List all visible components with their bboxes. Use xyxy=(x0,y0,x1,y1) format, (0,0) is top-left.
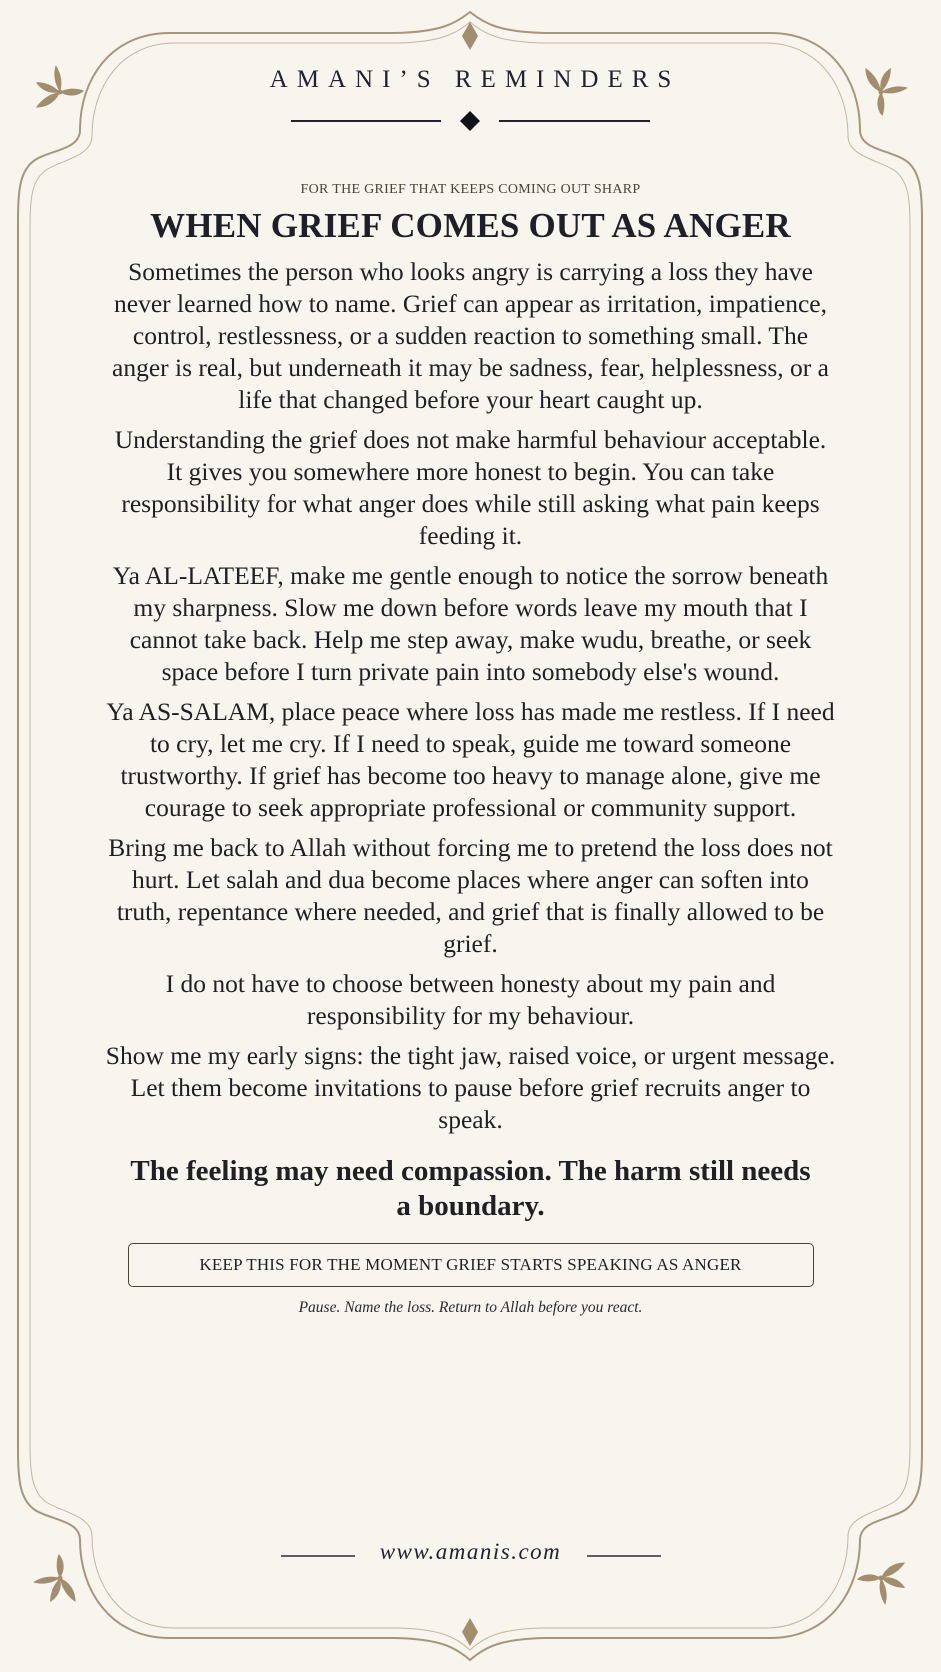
paragraph: Bring me back to Allah without forcing me to pretend the loss does not hurt. Let salah and dua become places where anger can soften into truth, repentance where needed, and grief that is finally allowed to be grief. xyxy=(108,833,833,958)
footer-url[interactable]: www.amanis.com xyxy=(379,1539,562,1564)
paragraph: Sometimes the person who looks angry is carrying a loss they have never learned how to name. Grief can appear as irritation, impatience, control, restlessness, or a sudden reaction to something small. The anger is real, but underneath it may be sadness, fear, helplessness, or a life that changed before your heart caught up. xyxy=(112,257,829,414)
paragraph: Ya AS-SALAM, place peace where loss has made me restless. If I need to cry, let me cry. If I need to speak, guide me toward someone trustworthy. If grief has become too heavy to manage alone, give me courage to seek appropriate professional or community support. xyxy=(106,697,835,822)
brand-title: AMANI’S REMINDERS xyxy=(269,66,681,93)
paragraph: Show me my early signs: the tight jaw, raised voice, or urgent message. Let them become invitations to pause before grief recruits anger to speak. xyxy=(105,1041,836,1134)
closing-statement: The feeling may need compassion. The harm still needs a boundary. xyxy=(130,1155,811,1222)
page-title: WHEN GRIEF COMES OUT AS ANGER xyxy=(150,206,791,245)
main-content xyxy=(105,181,836,1317)
paragraph: Ya AL-LATEEF, make me gentle enough to notice the sorrow beneath my sharpness. Slow me down before words leave my mouth that I cannot take back. Help me step away, make wudu, breathe, or seek space before I turn private pain into somebody else's wound. xyxy=(112,561,829,686)
paragraph: I do not have to choose between honesty about my pain and responsibility for my behaviour. xyxy=(165,969,776,1030)
keep-reminder-box xyxy=(128,1243,814,1287)
keep-reminder-subtext: Pause. Name the loss. Return to Allah before you react. xyxy=(298,1299,643,1316)
eyebrow: FOR THE GRIEF THAT KEEPS COMING OUT SHARP xyxy=(300,182,641,197)
keep-reminder-label: KEEP THIS FOR THE MOMENT GRIEF STARTS SPEAKING AS ANGER xyxy=(199,1255,742,1274)
brand-divider xyxy=(0,110,941,134)
diamond-icon xyxy=(460,111,480,131)
paragraph: Understanding the grief does not make harmful behaviour acceptable. It gives you somewhere more honest to begin. You can take responsibility for what anger does while still asking what pain keeps feeding it. xyxy=(114,425,827,550)
